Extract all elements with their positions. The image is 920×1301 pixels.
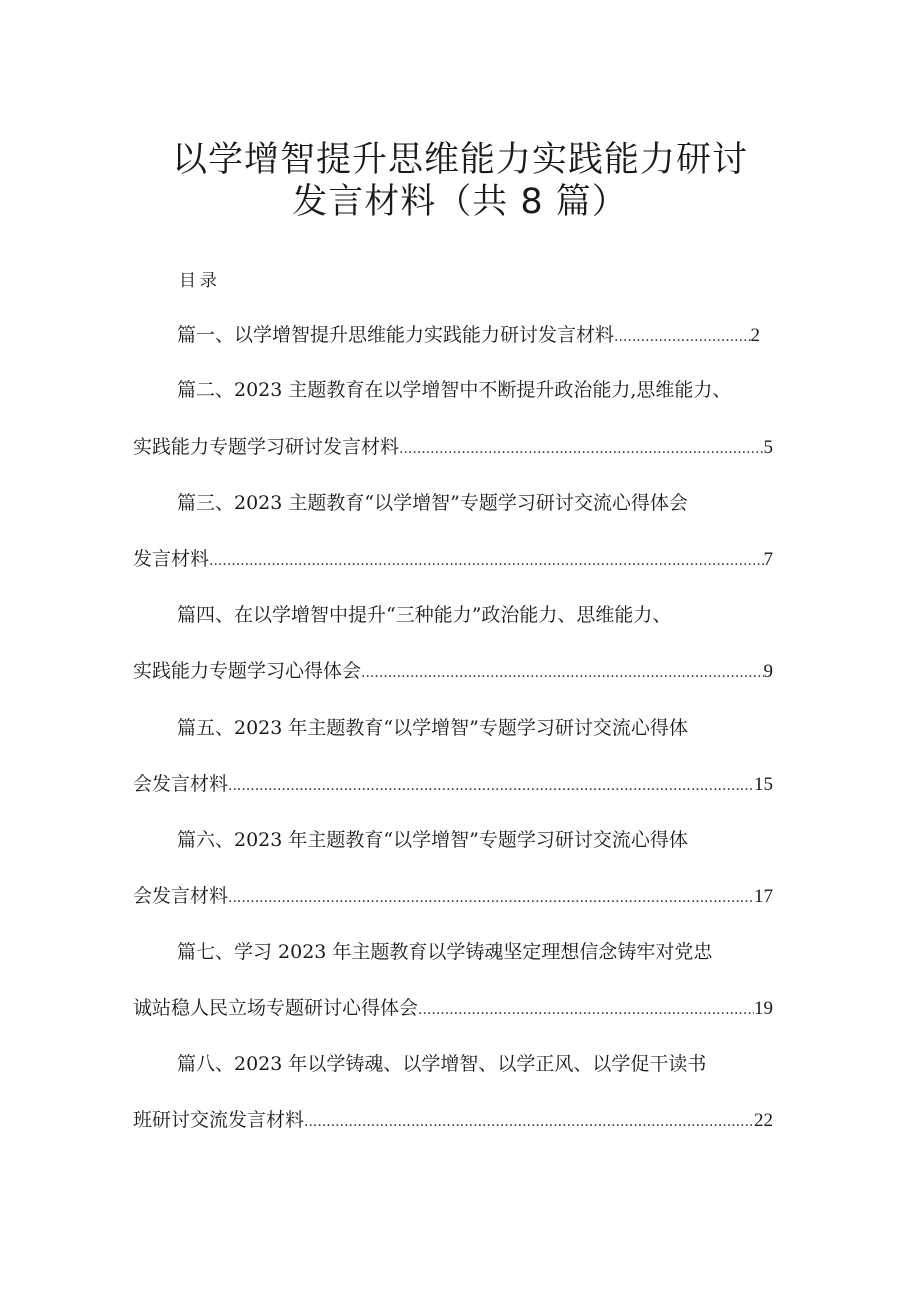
toc-entry-title-continuation: 会发言材料: [133, 885, 229, 907]
toc-entry-title: 篇七、学习 2023 年主题教育以学铸魂坚定理想信念铸牢对党忠: [177, 941, 713, 963]
toc-leader-dots: [304, 1107, 754, 1135]
toc-page-number: 17: [754, 886, 773, 907]
toc-page-number: 15: [754, 774, 773, 795]
toc-entry-2[interactable]: [177, 375, 760, 405]
toc-leader-dots: [418, 995, 754, 1023]
toc-leader-dots: [209, 546, 763, 574]
toc-heading: 目录: [179, 271, 221, 291]
toc-entry-1[interactable]: [177, 320, 760, 350]
toc-leader-dots: [361, 658, 763, 686]
toc-entry-6[interactable]: [177, 825, 760, 855]
toc-page-number: 5: [763, 437, 773, 458]
toc-entry-title: 篇三、2023 主题教育“以学增智”专题学习研讨交流心得体会: [177, 492, 688, 514]
toc-entry-7[interactable]: [177, 937, 760, 967]
toc-entry-title: 篇二、2023 主题教育在以学增智中不断提升政治能力,思维能力、: [177, 379, 732, 401]
toc-entry-title-continuation: 班研讨交流发言材料: [133, 1109, 305, 1131]
toc-page-number: 7: [763, 549, 773, 570]
toc-entry-title-continuation: 会发言材料: [133, 773, 229, 795]
toc-entry-title: 篇一、以学增智提升思维能力实践能力研讨发言材料: [177, 324, 615, 346]
toc-leader-dots: [399, 434, 763, 462]
toc-entry-title: 篇四、在以学增智中提升“三种能力”政治能力、思维能力、: [177, 604, 672, 626]
document-title-line-1: 以学增智提升思维能力实践能力研讨: [171, 140, 748, 180]
toc-entry-3-continuation[interactable]: [133, 544, 773, 574]
document-title-line-2: 发言材料（共 8 篇）: [292, 182, 628, 222]
toc-leader-dots: [228, 883, 754, 911]
toc-entry-5[interactable]: [177, 713, 760, 743]
toc-entry-title: 篇八、2023 年以学铸魂、以学增智、以学正风、以学促干读书: [177, 1053, 707, 1075]
toc-leader-dots: [614, 322, 750, 350]
toc-page-number: 2: [750, 325, 760, 346]
toc-entry-title: 篇五、2023 年主题教育“以学增智”专题学习研讨交流心得体: [177, 717, 688, 739]
toc-entry-title-continuation: 诚站稳人民立场专题研讨心得体会: [133, 997, 419, 1019]
toc-page-number: 19: [754, 998, 773, 1019]
toc-entry-5-continuation[interactable]: [133, 769, 773, 799]
toc-entry-title: 篇六、2023 年主题教育“以学增智”专题学习研讨交流心得体: [177, 829, 688, 851]
toc-entry-8-continuation[interactable]: [133, 1105, 773, 1135]
toc-entry-4-continuation[interactable]: [133, 656, 773, 686]
toc-entry-8[interactable]: [177, 1049, 760, 1079]
toc-page-number: 22: [754, 1110, 773, 1131]
toc-entry-2-continuation[interactable]: [133, 432, 773, 462]
toc-leader-dots: [228, 771, 754, 799]
toc-page-number: 9: [763, 661, 773, 682]
toc-entry-title-continuation: 实践能力专题学习心得体会: [133, 660, 362, 682]
toc-entry-4[interactable]: [177, 600, 760, 630]
toc-entry-6-continuation[interactable]: [133, 881, 773, 911]
toc-entry-3[interactable]: [177, 488, 760, 518]
toc-entry-title-continuation: 发言材料: [133, 548, 210, 570]
toc-entry-7-continuation[interactable]: [133, 993, 773, 1023]
toc-entry-title-continuation: 实践能力专题学习研讨发言材料: [133, 436, 400, 458]
